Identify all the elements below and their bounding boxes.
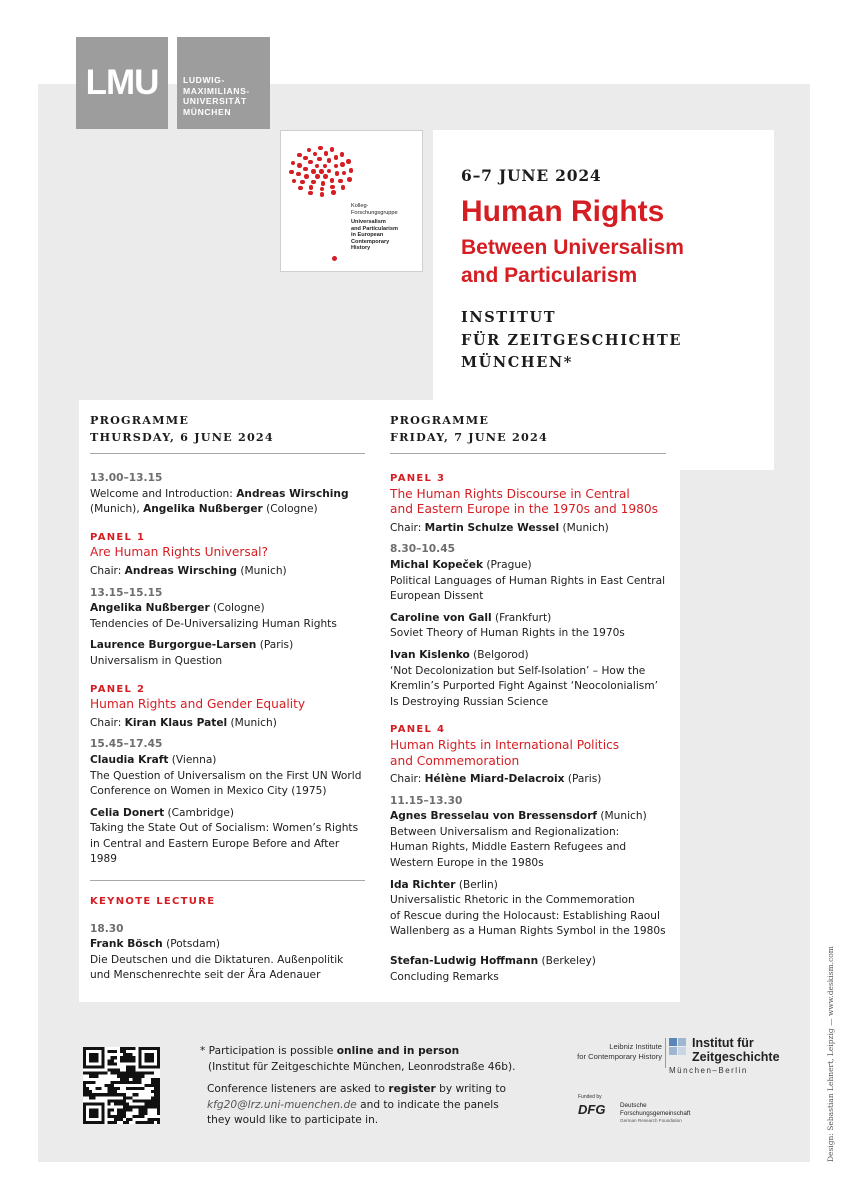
panel-title: The Human Rights Discourse in Central <box>390 486 630 501</box>
speaker-name: Angelika Nußberger <box>90 602 210 615</box>
chair-affiliation: (Paris) <box>567 773 602 786</box>
programme-day2 <box>390 412 666 985</box>
note-text: * Participation is possible <box>200 1045 334 1057</box>
panel-chair <box>90 564 365 580</box>
speaker-name: Celia Donert <box>90 806 165 819</box>
red-dot-icon <box>309 185 314 190</box>
reg-text: by writing to <box>439 1083 506 1095</box>
chair-label: Chair: <box>390 773 422 786</box>
chair-name: Andreas Wirsching <box>124 564 237 577</box>
chair-affiliation: (Munich) <box>562 521 609 534</box>
venue <box>461 307 682 375</box>
participation-note <box>200 1044 540 1075</box>
speaker-affiliation: (Belgorod) <box>473 648 529 661</box>
speaker-name: Ivan Kislenko <box>390 648 470 661</box>
talk-title: Concluding Remarks <box>390 970 499 983</box>
design-credit: Design: Sebastian Lehnert, Leipzig — www.deskism.com <box>826 946 835 1162</box>
panel-title: and Eastern Europe in the 1970s and 1980s <box>390 502 658 517</box>
red-dot-icon <box>327 158 332 163</box>
welcome-session <box>90 471 365 518</box>
panel-1 <box>90 530 365 670</box>
red-dot-icon <box>297 153 302 158</box>
venue-line: MÜNCHEN* <box>461 354 573 371</box>
talk-title: of Rescue during the Holocaust: Establishing Raoul <box>390 909 660 922</box>
speaker-affiliation: (Berkeley) <box>541 955 596 968</box>
kolleg-line: History <box>351 245 371 252</box>
red-dot-icon <box>318 146 323 151</box>
note-address: (Institut für Zeitgeschichte München, Leonrodstraße 46b). <box>208 1060 516 1073</box>
speaker-name: Caroline von Gall <box>390 611 492 624</box>
session-time: 13.00–13.15 <box>90 472 163 484</box>
red-dot-icon <box>315 164 320 169</box>
chair-name: Kiran Klaus Patel <box>124 716 228 729</box>
red-dot-icon <box>320 192 325 197</box>
dfg-en: German Research Foundation <box>620 1118 682 1123</box>
speaker-affiliation: (Vienna) <box>171 753 217 766</box>
panel-3 <box>390 471 666 710</box>
red-dot-icon <box>298 186 303 191</box>
red-dot-icon <box>346 159 351 164</box>
kolleg-title <box>351 219 398 252</box>
speaker-name: Michal Kopeček <box>390 558 484 571</box>
red-dot-icon <box>340 162 345 167</box>
chair-affiliation: (Munich) <box>240 564 287 577</box>
session-time: 15.45–17.45 <box>90 738 163 751</box>
talk-title: Universalistic Rhetoric in the Commemoration <box>390 894 635 907</box>
red-dot-icon <box>303 156 308 161</box>
talk-title: Wallenberg as a Human Rights Symbol in the 1980s <box>390 925 666 938</box>
talk-title: Between Universalism and Regionalization: <box>390 825 620 838</box>
talk <box>390 954 666 970</box>
talk-title: Soviet Theory of Human Rights in the 1970s <box>390 627 625 640</box>
kolleg-label <box>351 203 398 216</box>
talk-title: Human Rights, Middle Eastern Refugees and <box>390 841 627 854</box>
heading-line: THURSDAY, 6 JUNE 2024 <box>90 430 274 444</box>
talk <box>390 809 666 825</box>
lmu-line: LUDWIG- <box>183 75 225 85</box>
red-dot-icon <box>324 151 329 156</box>
subtitle-line: and Particularism <box>461 264 638 287</box>
red-dot-icon <box>307 148 312 153</box>
dfg-logo <box>578 1094 698 1128</box>
session-time: 11.15–13.30 <box>390 794 463 807</box>
panel-chair <box>90 716 365 732</box>
ifz-small-line: Leibniz Institute <box>609 1042 662 1051</box>
panel-title: and Commemoration <box>390 753 520 768</box>
talk <box>390 558 666 574</box>
reg-line <box>207 1098 537 1114</box>
speaker-name: Andreas Wirsching <box>236 487 349 500</box>
kolleg-line: Universalism <box>351 219 386 225</box>
speaker-name: Angelika Nußberger <box>143 503 263 516</box>
chair-name: Hélène Miard-Delacroix <box>424 773 565 786</box>
talk-title: Universalism in Question <box>90 654 223 667</box>
red-dot-icon <box>292 179 297 184</box>
panel-4 <box>390 722 666 985</box>
session-time: 13.15–15.15 <box>90 586 163 599</box>
red-dot-icon <box>331 190 336 195</box>
panel-label: PANEL 4 <box>390 724 446 736</box>
speaker-name: Agnes Bresselau von Bressensdorf <box>390 810 598 823</box>
red-dot-icon <box>332 256 337 261</box>
red-dot-icon <box>317 157 322 162</box>
panel-title: Human Rights in International Politics <box>390 737 620 752</box>
talk-title: in Central and Eastern Europe Before and After 1989 <box>90 837 340 866</box>
red-dot-icon <box>315 174 320 179</box>
talk <box>90 638 365 654</box>
event-subtitle <box>461 234 684 290</box>
red-dot-icon <box>334 155 339 160</box>
red-dot-icon <box>341 185 346 190</box>
note-line <box>200 1044 540 1060</box>
ifz-name <box>692 1036 780 1064</box>
note-bold: online and in person <box>336 1045 460 1057</box>
talk <box>90 753 365 769</box>
talk <box>90 806 365 822</box>
reg-bold: register <box>388 1083 436 1095</box>
kolleg-line: Forschungsgruppe <box>351 209 398 216</box>
email-link[interactable]: kfg20@lrz.uni-muenchen.de <box>207 1098 357 1111</box>
day2-heading <box>390 412 666 446</box>
reg-text: Conference listeners are asked to <box>207 1083 385 1095</box>
ifz-small-line: for Contemporary History <box>577 1052 662 1061</box>
programme-day1 <box>90 412 365 984</box>
talk <box>90 601 365 617</box>
speaker-affiliation: (Prague) <box>486 558 532 571</box>
heading-line: PROGRAMME <box>390 413 490 427</box>
red-dot-icon <box>321 181 326 186</box>
chair-name: Martin Schulze Wessel <box>424 521 560 534</box>
chair-label: Chair: <box>90 716 122 729</box>
subtitle-line: Between Universalism <box>461 236 684 259</box>
dfg-name <box>620 1102 690 1125</box>
red-dot-icon <box>311 169 316 174</box>
talk-title: und Menschenrechte seit der Ära Adenauer <box>90 969 321 982</box>
reg-text: and to indicate the panels <box>360 1098 499 1111</box>
dfg-line: Forschungsgemeinschaft <box>620 1109 691 1117</box>
reg-text: they would like to participate in. <box>207 1114 379 1127</box>
panel-label: PANEL 2 <box>90 683 146 695</box>
keynote-label: KEYNOTE LECTURE <box>90 896 216 908</box>
venue-line: INSTITUT <box>461 309 557 326</box>
speaker-affiliation: (Cologne) <box>213 602 265 615</box>
red-dot-icon <box>323 164 328 169</box>
lmu-line: MÜNCHEN <box>183 106 232 117</box>
welcome-line <box>90 487 365 503</box>
kolleg-line: Kolleg- <box>351 203 369 209</box>
red-dot-icon <box>330 178 335 183</box>
red-dot-icon <box>303 167 308 172</box>
ifz-name-line: Institut für <box>692 1036 754 1050</box>
welcome-line <box>90 502 365 518</box>
ifz-small <box>574 1042 662 1062</box>
red-dot-icon <box>320 187 325 192</box>
red-dot-icon <box>347 177 352 182</box>
kolleg-line: Contemporary <box>351 238 390 245</box>
speaker-affiliation: (Berlin) <box>458 878 498 891</box>
red-dot-icon <box>335 171 340 176</box>
speaker-affiliation: (Munich) <box>600 810 647 823</box>
ifz-logo <box>574 1038 784 1074</box>
qr-code[interactable] <box>83 1047 160 1124</box>
red-dot-icon <box>349 168 354 173</box>
red-dot-icon <box>340 152 345 157</box>
day1-heading <box>90 412 365 446</box>
red-dot-icon <box>327 169 332 174</box>
panel-chair <box>390 521 666 537</box>
talk-title: European Dissent <box>390 590 484 603</box>
dfg-funded: Funded by <box>578 1094 602 1100</box>
kolleg-line: and Particularism <box>351 225 398 232</box>
kolleg-logo <box>280 130 423 272</box>
divider <box>90 453 365 454</box>
heading-line: FRIDAY, 7 JUNE 2024 <box>390 430 548 444</box>
kolleg-line: in European <box>351 232 384 239</box>
red-dot-icon <box>291 161 296 166</box>
talk <box>390 611 666 627</box>
speaker-affiliation: (Frankfurt) <box>495 611 552 624</box>
lmu-logo-mark: LMU <box>76 37 168 129</box>
welcome-text: Welcome and Introduction: <box>90 487 233 500</box>
heading-line: PROGRAMME <box>90 413 190 427</box>
registration-note <box>207 1082 537 1129</box>
speaker-name: Laurence Burgorgue-Larsen <box>90 639 257 652</box>
talk-title: Western Europe in the 1980s <box>390 857 544 870</box>
speaker-affiliation: (Munich), <box>90 503 140 516</box>
red-dot-icon <box>296 172 301 177</box>
panel-chair <box>390 772 666 788</box>
event-date: 6–7 JUNE 2024 <box>461 166 602 185</box>
panel-title: Human Rights and Gender Equality <box>90 697 306 712</box>
red-dot-icon <box>313 152 318 157</box>
lmu-line: MAXIMILIANS- <box>183 85 250 96</box>
speaker-affiliation: (Cambridge) <box>167 806 234 819</box>
talk <box>390 648 666 664</box>
keynote <box>90 894 365 984</box>
talk-title: Is Destroying Russian Science <box>390 695 549 708</box>
dfg-mark: DFG <box>578 1102 606 1117</box>
ifz-name-line: Zeitgeschichte <box>692 1050 780 1064</box>
speaker-name: Claudia Kraft <box>90 753 169 766</box>
lmu-line: UNIVERSITÄT <box>183 96 247 106</box>
divider <box>665 1038 666 1068</box>
divider <box>90 880 365 881</box>
talk-title: The Question of Universalism on the First UN World <box>90 769 362 782</box>
red-dot-icon <box>304 174 309 179</box>
red-dot-icon <box>308 160 313 165</box>
dfg-line: Deutsche <box>620 1102 647 1109</box>
talk-title: Political Languages of Human Rights in East Central <box>390 574 666 587</box>
talk-title: Die Deutschen und die Diktaturen. Außenpolitik <box>90 953 344 966</box>
lmu-logo-name <box>177 37 270 129</box>
speaker-affiliation: (Potsdam) <box>166 938 221 951</box>
speaker-affiliation: (Paris) <box>259 639 294 652</box>
panel-label: PANEL 1 <box>90 531 146 543</box>
divider <box>390 453 666 454</box>
panel-label: PANEL 3 <box>390 473 446 484</box>
speaker-name: Frank Bösch <box>90 938 163 951</box>
session-time: 18.30 <box>90 922 124 935</box>
speaker-name: Stefan-Ludwig Hoffmann <box>390 955 539 968</box>
red-dot-icon <box>308 191 313 196</box>
ifz-city: München–Berlin <box>669 1066 748 1075</box>
talk-title: Taking the State Out of Socialism: Women’s Rights <box>90 822 359 835</box>
chair-label: Chair: <box>90 564 122 577</box>
reg-line <box>207 1082 537 1098</box>
red-dot-icon <box>300 180 305 185</box>
talk <box>90 937 365 953</box>
panel-2 <box>90 682 365 869</box>
red-dot-icon <box>289 170 294 175</box>
red-dot-icon <box>330 185 335 190</box>
chair-label: Chair: <box>390 521 422 534</box>
red-dot-icon <box>338 179 343 184</box>
venue-line: FÜR ZEITGESCHICHTE <box>461 331 683 349</box>
red-dot-icon <box>334 164 339 169</box>
red-dot-icon <box>342 171 347 176</box>
event-title: Human Rights <box>461 195 665 228</box>
talk <box>390 878 666 894</box>
talk-title: ‘Not Decolonization but Self-Isolation’ – How the <box>390 664 646 677</box>
speaker-affiliation: (Cologne) <box>266 503 318 516</box>
chair-affiliation: (Munich) <box>230 716 277 729</box>
talk-title: Tendencies of De-Universalizing Human Rights <box>90 617 337 630</box>
talk-title: Kremlin’s Purported Fight Against ‘Neocolonialism’ <box>390 680 659 693</box>
session-time: 8.30–10.45 <box>390 543 455 556</box>
red-dot-icon <box>323 174 328 179</box>
red-dot-icon <box>297 163 302 168</box>
red-dot-icon <box>330 147 335 152</box>
panel-title: Are Human Rights Universal? <box>90 545 269 560</box>
red-dot-icon <box>311 180 316 185</box>
red-dot-icon <box>319 169 324 174</box>
speaker-name: Ida Richter <box>390 878 456 891</box>
talk-title: Conference on Women in Mexico City (1975) <box>90 785 327 798</box>
